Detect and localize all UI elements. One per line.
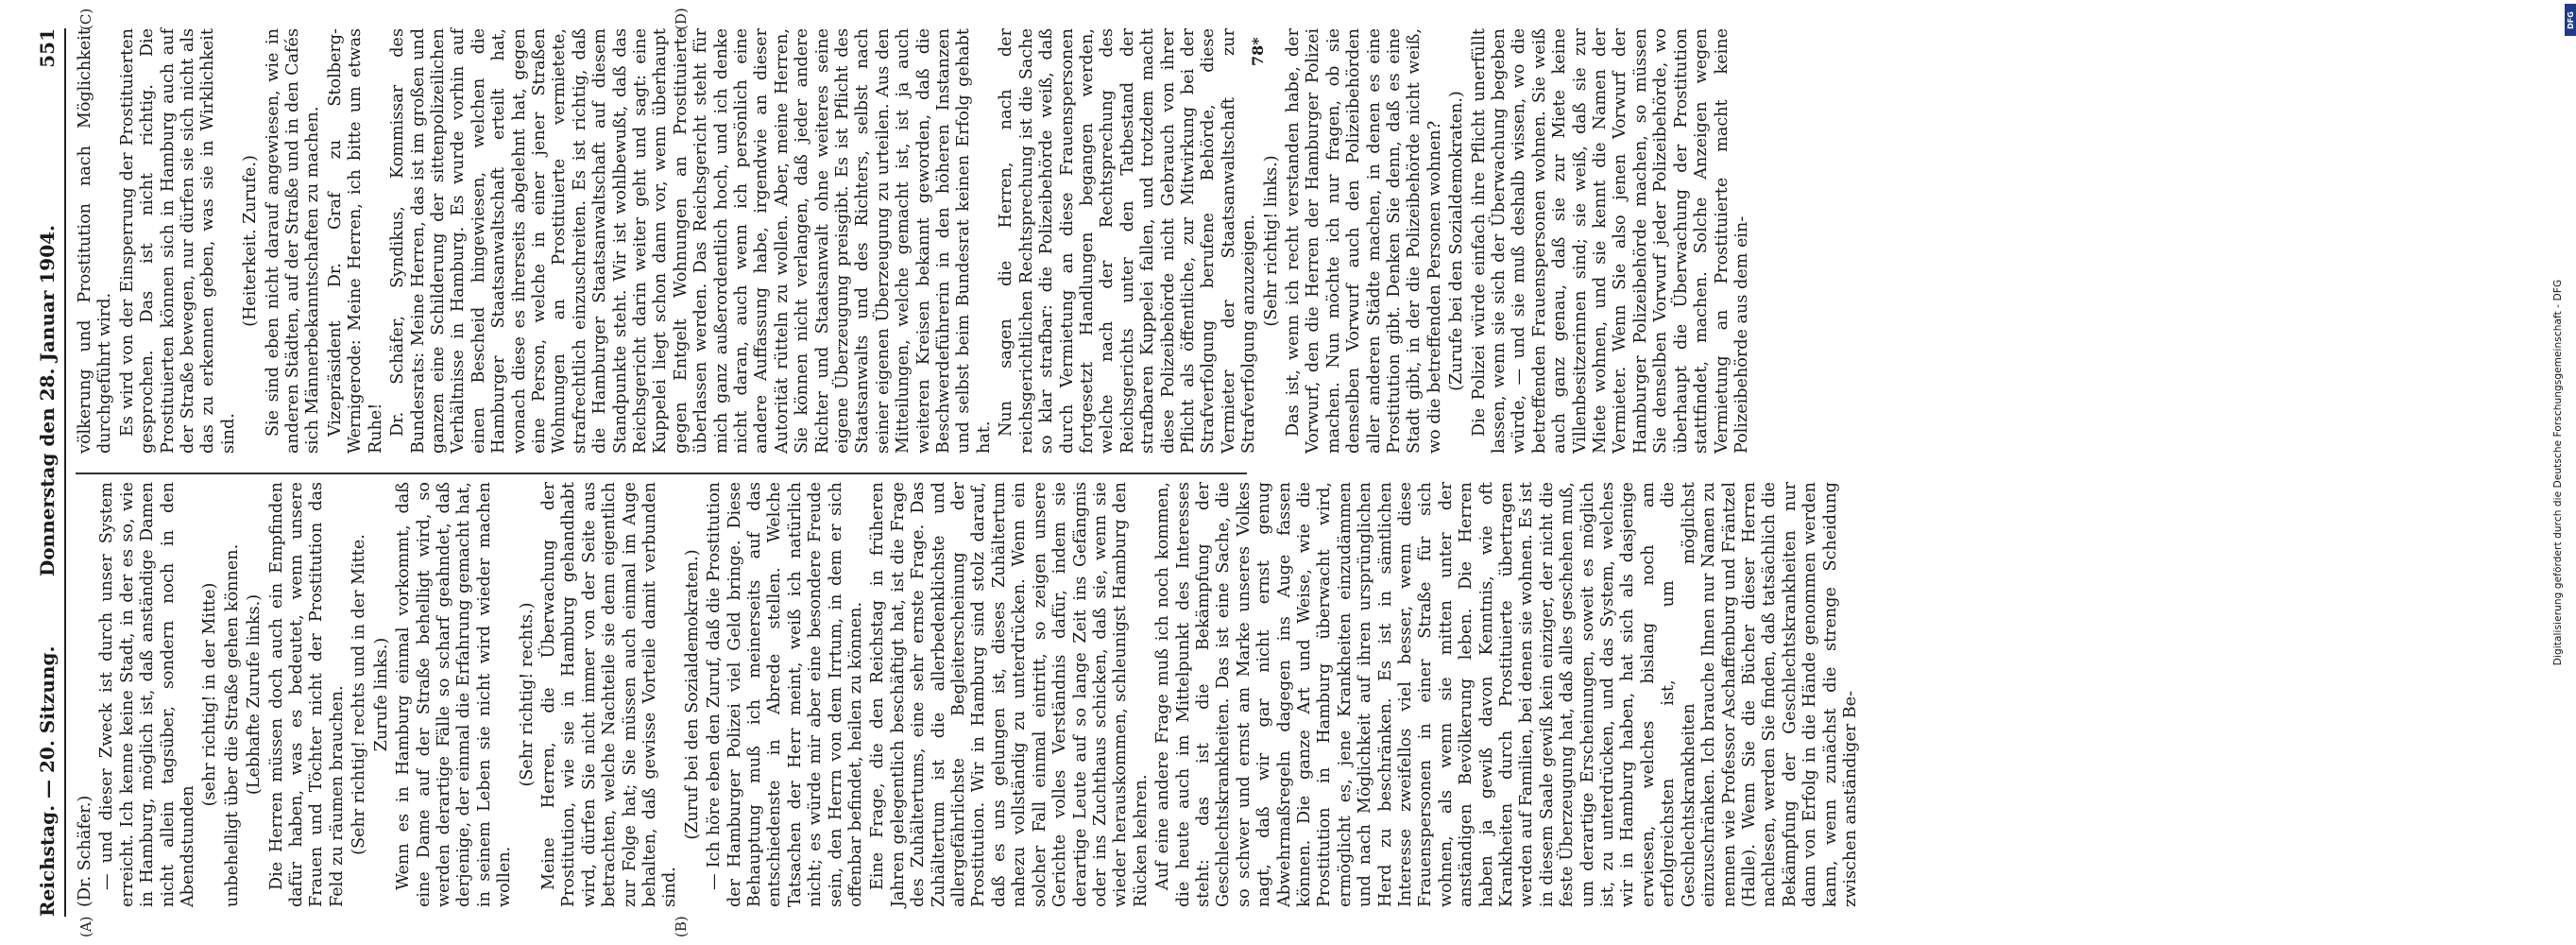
paragraph: Die Polizei würde einfach ihre Pflicht unerfüllt lassen, wenn sie sich der Überwachung begeben würde, — und sie muß deshalb wissen, wo die betreffenden Frauenspersonen wohnen. Sie weiß auch ganz genau, daß sie zur Miete keine Villenbesitzerinnen sind; sie weiß, daß sie zur Miete wohnen, und sie kennt die Namen der Vermieter. Wenn Sie also jenen Vorwurf der Hamburger Polizeibehörde machen, so müssen Sie denselben Vorwurf jeder Polizeibehörde, wo überhaupt die Überwachung der Prostitution stattfindet, machen. Solche Anzeigen wegen Vermietung an Prostituierte macht keine Polizeibehörde aus dem ein- <box>1469 28 1751 454</box>
left-column <box>76 482 1860 907</box>
header-left: Reichstag. — 20. Sitzung. <box>36 645 59 917</box>
speaker-paragraph: Vizepräsident Dr. Graf zu Stolberg-Wernigerode: Meine Herren, ich bitte um etwas Ruhe! <box>325 28 385 454</box>
paragraph: (Dr. Schäfer.) <box>76 795 94 907</box>
marker-b: (B) <box>673 916 690 937</box>
interjection: (Sehr richtig! links.) <box>1261 155 1281 327</box>
header-rule <box>64 28 66 917</box>
interjection: (Heiterkeit. Zurufe.) <box>241 155 261 327</box>
marker-c: (C) <box>77 8 94 30</box>
page-number: 551 <box>36 28 59 68</box>
speaker-paragraph: Dr. Schäfer, Syndikus, Kommissar des Bundesrats: Meine Herren, das ist im großen und ganzen eine Schilderung der sittenpolizeilichen Verhältnisse in Hamburg. Es wurde vorhin auf einen Bescheid hingewiesen, welchen die Hamburger Staatsanwaltschaft erteilt hat, wonach diese es ihrerseits abgelehnt hat, gegen eine Person, welche in einer jener Straßen Wohnungen an Prostituierte vermietete, strafrechtlich einzuschreiten. Es ist richtig, daß die Hamburger Staatsanwaltschaft auf diesem Standpunkte steht. Wir ist wohlbewußt, daß das Reichsgericht darin weiter geht und sagt: eine Kuppelei liegt schon dann vor, wenn überhaupt gegen Entgelt Wohnungen an Prostituierte überlassen werden. Das Reichsgericht steht für mich ganz außerordentlich hoch, und ich denke nicht daran, auch wenn ich persönlich eine andere Auffassung habe, irgendwie an dieser Autorität rütteln zu wollen. Aber, meine Herren, Sie können nicht verlangen, daß jeder andere Richter und Staatsanwalt ohne weiteres seine eigene Überzeugung preisgibt. Es ist Pflicht des Staatsanwalts und des Richters, selbst nach seiner eigenen Überzeugung zu urteilen. Aus den Mitteilungen, welche gemacht ist, ist ja auch weiteren Kreisen bekannt geworden, daß die Beschwerdeführerin in den höheren Instanzen und selbst beim Bundesrat keinen Erfolg gehabt hat. <box>388 28 994 454</box>
paragraph: Es wird von der Einsperrung der Prostituierten gesprochen. Das ist nicht richtig. Die Prostituierten können sich in Hamburg auch auf der Straße bewegen, nur dürfen sie sich nicht als das zu erkennen geben, was sie in Wirklichkeit sind. <box>117 28 238 454</box>
dfg-logo-text: DFG <box>2566 10 2575 29</box>
paragraph: Nun sagen die Herren, nach der reichsgerichtlichen Rechtsprechung ist die Sache so klar strafbar: die Polizeibehörde weiß, daß durch Vermietung an diese Frauenspersonen fortgesetzt Handlungen begangen werden, welche nach der Rechtsprechung des Reichsgerichts unter den Tatbestand der strafbaren Kuppelei fallen, und trotzdem macht diese Polizeibehörde nicht Gebrauch von ihrer Pflicht als öffentliche, zur Mitwirkung bei der Strafverfolgung berufene Behörde, diese Vermieter der Staatsanwaltschaft zur Strafverfolgung anzuzeigen. <box>997 28 1259 454</box>
paragraph: unbehelligt über die Straße gehen können. <box>222 543 242 907</box>
marker-d: (D) <box>673 8 690 30</box>
paragraph: Meine Herren, die Überwachung der Prostitution, wie sie in Hamburg gehandhabt wird, dürfen Sie nicht immer von der Seite aus betrachten, welche Nachteile sie denn eigentlich zur Folge hat; Sie müssen auch einmal im Auge behalten, daß gewisse Vorteile damit verbunden sind. <box>538 482 680 907</box>
paragraph: — Ich höre eben den Zuruf, daß die Prostitution der Hamburger Polizei viel Geld bringe. Diese Behauptung muß ich meinerseits auf das entschiedenste in Abrede stellen. Welche Tatsachen der Herr meint, weiß ich natürlich nicht; es würde mir aber eine besondere Freude sein, den Herrn von dem Irrtum, in dem er sich offenbar befindet, heilen zu können. <box>705 482 866 907</box>
interjection: (Zuruf bei den Sozialdemokraten.) <box>682 549 702 840</box>
interjection: Zurufe links.) <box>371 637 391 752</box>
header-date: Donnerstag den 28. Januar 1904. <box>36 225 59 576</box>
paragraph: Wenn es in Hamburg einmal vorkommt, daß eine Dame auf der Straße behelligt wird, so werden derartige Fälle so scharf geahndet, daß derjenige, der einmal die Erfahrung gemacht hat, in seinem Leben sie nicht wird wieder machen wollen. <box>394 482 515 907</box>
signature-mark: 78* <box>1249 37 1267 66</box>
paragraph: Auf eine andere Frage muß ich noch kommen, die heute auch im Mittelpunkt des Interesses steht: das ist die Bekämpfung der Geschlechtskrankheiten. Das ist eine Sache, die so schwer und ernst am Marke unseres Volkes nagt, daß wir gar nicht ernst genug Abwehrmaßregeln dagegen ins Auge fassen können. Die ganze Art und Weise, wie die Prostitution in Hamburg überwacht wird, ermöglicht es, jene Krankheiten einzudämmen und nach Möglichkeit auf ihren ursprünglichen Herd zu beschränken. Es ist in sämtlichen Interesse zweifellos viel besser, wenn diese Frauenspersonen in einer Straße für sich wohnen, als wenn sie mitten unter der anständigen Bevölkerung leben. Die Herren haben ja gewiß davon Kenntnis, wie oft Krankheiten durch Prostituierte übertragen werden auf Familien, bei denen sie wohnen. Es ist in diesem Saale gewiß kein einziger, der nicht die feste Überzeugung hat, daß alles geschehen muß, um derartige Erscheinungen, soweit es möglich ist, zu unterdrücken, und das System, welches wir in Hamburg haben, hat sich als dasjenige erwiesen, welches bislang noch am erfolgreichsten ist, um die Geschlechtskrankheiten möglichst einzuschränken. Ich brauche Ihnen nur Namen zu nennen wie Professor Aschaffenburg und Fräntzel (Halle). Wenn Sie die Bücher dieser Herren nachlesen, werden Sie finden, daß tatsächlich die Bekämpfung der Geschlechtskrankheiten nur dann von Erfolg in die Hände genommen werden kann, wenn zunächst die strenge Scheidung zwischen anständiger Be- <box>1153 482 1860 907</box>
marker-a: (A) <box>77 916 94 937</box>
column-divider <box>76 472 1247 474</box>
paragraph: Das ist, wenn ich recht verstanden habe, der Vorwurf, den die Herren der Hamburger Polizei machen. Nun möchte ich nur fragen, ob sie denselben Vorwurf auch den Polizeibehörden aller anderen Städte machen, in denen es eine Prostitution gibt. Denken Sie denn, daß es eine Stadt gibt, in der die Polizeibehörde nicht weiß, wo die betreffenden Personen wohnen? <box>1283 28 1444 454</box>
interjection: (Sehr richtig! rechts.) <box>517 602 537 787</box>
page-header <box>30 28 68 917</box>
dfg-logo <box>2565 4 2576 36</box>
paragraph: Eine Frage, die den Reichstag in früheren Jahren gelegentlich beschäftigt hat, ist die Frage des Zuhältertums, eine sehr ernste Frage. Das Zuhältertum ist die allerbedenklichste und allergefährlichste Begleiterscheinung der Prostitution. Wir in Hamburg sind stolz darauf, daß es uns gelungen ist, dieses Zuhältertum nahezu vollständig zu unterdrücken. Wenn ein solcher Fall einmal eintritt, so zeigen unsere Gerichte volles Verständnis dafür, indem sie derartige Leute auf so lange Zeit ins Gefängnis oder ins Zuchthaus schicken, daß sie, wenn sie wieder herauskommen, schleunigst Hamburg den Rücken kehren. <box>868 482 1151 907</box>
interjection: (Sehr richtig! rechts und in der Mitte. <box>350 534 369 855</box>
paragraph: völkerung und Prostitution nach Möglichkeit durchgeführt wird. <box>76 28 115 454</box>
paragraph: Sie sind eben nicht darauf angewiesen, wie in anderen Städten, auf der Straße und in den Cafés sich Männerbekanntschaften zu machen. <box>263 28 323 454</box>
interjection: (Lebhafte Zurufe links.) <box>245 593 264 796</box>
document-page <box>21 0 1860 945</box>
paragraph: Die Herren müssen doch auch ein Empfinden dafür haben, was es bedeutet, wenn unsere Frauen und Töchter nicht der Prostitution das Feld zu räumen brauchen. <box>266 482 347 907</box>
dfg-notice: Digitalisierung gefördert durch die Deutsche Forschungsgemeinschaft - DFG <box>2552 279 2564 666</box>
interjection: (Zurufe bei den Sozialdemokraten.) <box>1447 91 1467 391</box>
paragraph: — und dieser Zweck ist durch unser System erreicht. Ich kenne keine Stadt, in der es so, wie in Hamburg, möglich ist, daß anständige Damen nicht allein tagsüber, sondern noch in den Abendstunden <box>97 482 198 907</box>
interjection: (sehr richtig! in der Mitte) <box>200 582 220 807</box>
